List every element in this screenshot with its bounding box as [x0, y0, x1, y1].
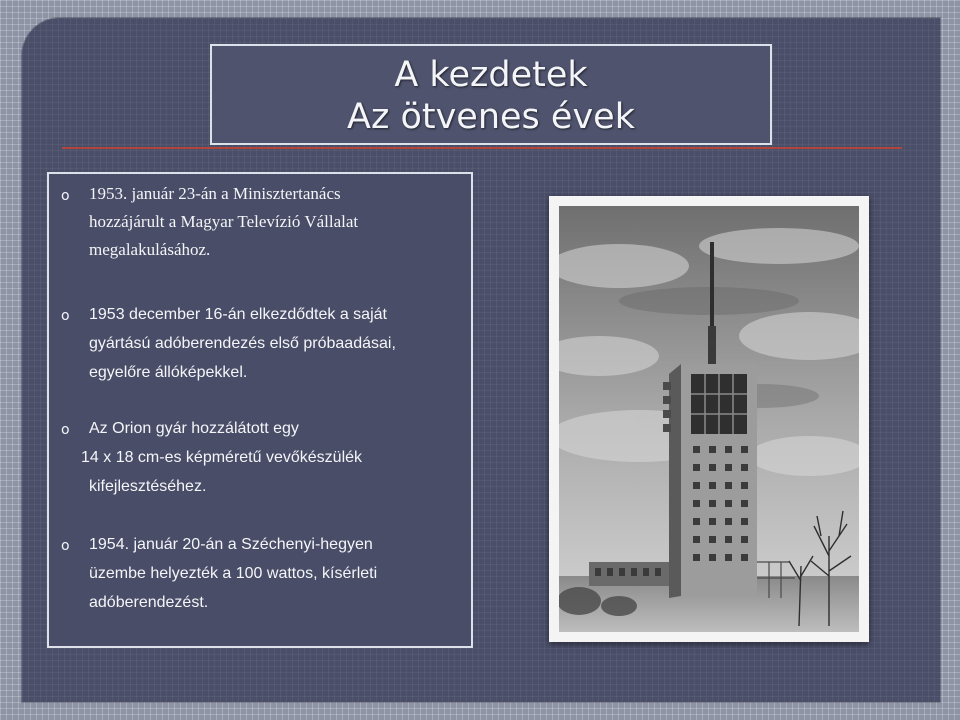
photo-frame — [549, 196, 869, 642]
item-1-line-1: 1953. január 23-án a Minisztertanács — [89, 184, 341, 203]
bullet-1: o — [61, 188, 70, 204]
bullet-2: o — [61, 308, 70, 324]
item-4-line-2: üzembe helyezték a 100 wattos, kísérleti — [89, 565, 378, 582]
list-item-1 — [89, 180, 358, 264]
item-3-line-2: 14 x 18 cm-es képméretű vevőkészülék — [81, 449, 363, 466]
title-line-2: Az ötvenes évek — [347, 97, 635, 137]
item-2-line-2: gyártású adóberendezés első próbaadásai, — [89, 335, 396, 352]
title-divider — [62, 147, 902, 149]
title-line-1: A kezdetek — [394, 55, 588, 95]
item-1-line-3: megalakulásához. — [89, 240, 211, 259]
item-3-line-3: kifejlesztéséhez. — [89, 478, 207, 495]
item-4-line-1: 1954. január 20-án a Széchenyi-hegyen — [89, 536, 373, 553]
item-3-line-1: Az Orion gyár hozzálátott egy — [89, 420, 299, 437]
item-2-line-1: 1953 december 16-án elkezdődtek a saját — [89, 306, 387, 323]
item-2-line-3: egyelőre állóképekkel. — [89, 364, 248, 381]
list-item-3 — [81, 414, 363, 501]
item-1-line-2: hozzájárult a Magyar Televízió Vállalat — [89, 212, 359, 231]
tower-photo — [559, 206, 859, 632]
item-4-line-3: adóberendezést. — [89, 594, 209, 611]
bullet-3: o — [61, 422, 70, 438]
text-box — [47, 172, 473, 648]
bullet-4: o — [61, 538, 70, 554]
title-box — [210, 44, 772, 145]
list-item-4 — [89, 530, 377, 617]
list-item-2 — [89, 300, 396, 387]
